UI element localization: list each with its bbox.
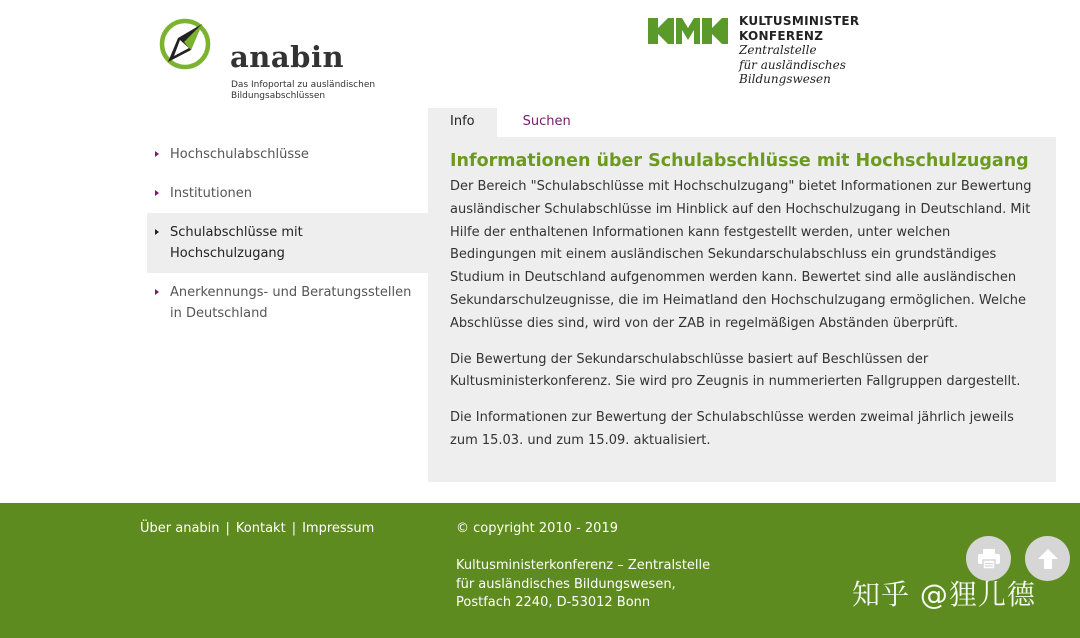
kmk-logo-icon [648,18,728,44]
printer-icon [978,549,1000,569]
footer-link-kontakt[interactable]: Kontakt [235,521,286,536]
sidebar-item-label: Anerkennungs- und Beratungsstellen in Deutschland [170,285,412,321]
caret-right-icon [155,190,159,196]
content-paragraph: Die Bewertung der Sekundarschulabschlüsse basiert auf Beschlüssen der Kultusministerkonferenz. Sie wird pro Zeugnis in nummerierten Fallgruppen dargestellt. [450,351,1021,390]
anabin-logo[interactable] [158,16,398,101]
sidebar-item-anerkennungsstellen[interactable] [147,273,428,333]
kmk-text: KULTUSMINISTER KONFERENZ Zentralstelle für ausländisches Bildungswesen [739,14,860,86]
tab-bar [428,108,593,138]
content-paragraph: Der Bereich "Schulabschlüsse mit Hochschulzugang" bietet Informationen zur Bewertung ausländischer Schulabschlüsse im Hinblick auf den Hochschulzugang in Deutschland. Mit Hilfe der enthaltenen Informationen kann festgestellt werden, unter welchen Bedingungen mit einem ausländischen Sekundarschulabschluss ein grundständiges Studium in Deutschland aufgenommen werden kann. Bewertet sind alle ausländischen Sekundarschulzeugnisse, die im Heimatland den Hochschulzugang ermöglichen. Welche Abschlüsse dies sind, wird von der ZAB in regelmäßigen Abständen überprüft. [450,179,1032,331]
content-panel [428,137,1056,482]
sidebar-item-hochschulabschluesse[interactable] [147,135,428,174]
sidebar-item-label: Hochschulabschlüsse [170,147,309,162]
anabin-tagline: Das Infoportal zu ausländischen Bildungsabschlüssen [231,80,376,101]
content-paragraph: Die Informationen zur Bewertung der Schulabschlüsse werden zweimal jährlich jeweils zum 15.03. und zum 15.09. aktualisiert. [450,410,1014,448]
caret-right-icon [155,289,159,295]
page-title: Informationen über Schulabschlüsse mit Hochschulzugang [450,151,1029,171]
footer-link-impressum[interactable]: Impressum [302,521,375,536]
footer-link-ueber-anabin[interactable]: Über anabin [140,521,220,536]
footer-separator: | [225,521,230,536]
sidebar-item-label: Institutionen [170,186,253,201]
tab-info[interactable]: Info [428,108,497,138]
footer-separator: | [291,521,297,536]
caret-right-icon [155,151,159,157]
sidebar-nav [147,135,428,333]
sidebar-item-institutionen[interactable] [147,174,428,213]
anabin-wordmark: anabin [230,40,345,74]
sidebar-item-label: Schulabschlüsse mit Hochschulzugang [170,225,303,261]
footer-address: Kultusministerkonferenz – Zentralstelle für ausländisches Bildungswesen, Postfach 2240, D-53012 Bonn [456,558,711,610]
footer-links [140,521,374,536]
arrow-up-icon [1037,548,1059,570]
watermark-text: 知乎 @狸儿德 [852,578,1036,611]
footer [0,503,1080,638]
caret-right-icon [155,229,159,235]
sidebar-item-schulabschluesse[interactable] [147,213,428,273]
compass-logo-icon [158,16,216,74]
copyright: © copyright 2010 - 2019 [456,521,618,536]
kmk-logo[interactable] [648,14,878,94]
tab-suchen[interactable]: Suchen [522,114,571,129]
